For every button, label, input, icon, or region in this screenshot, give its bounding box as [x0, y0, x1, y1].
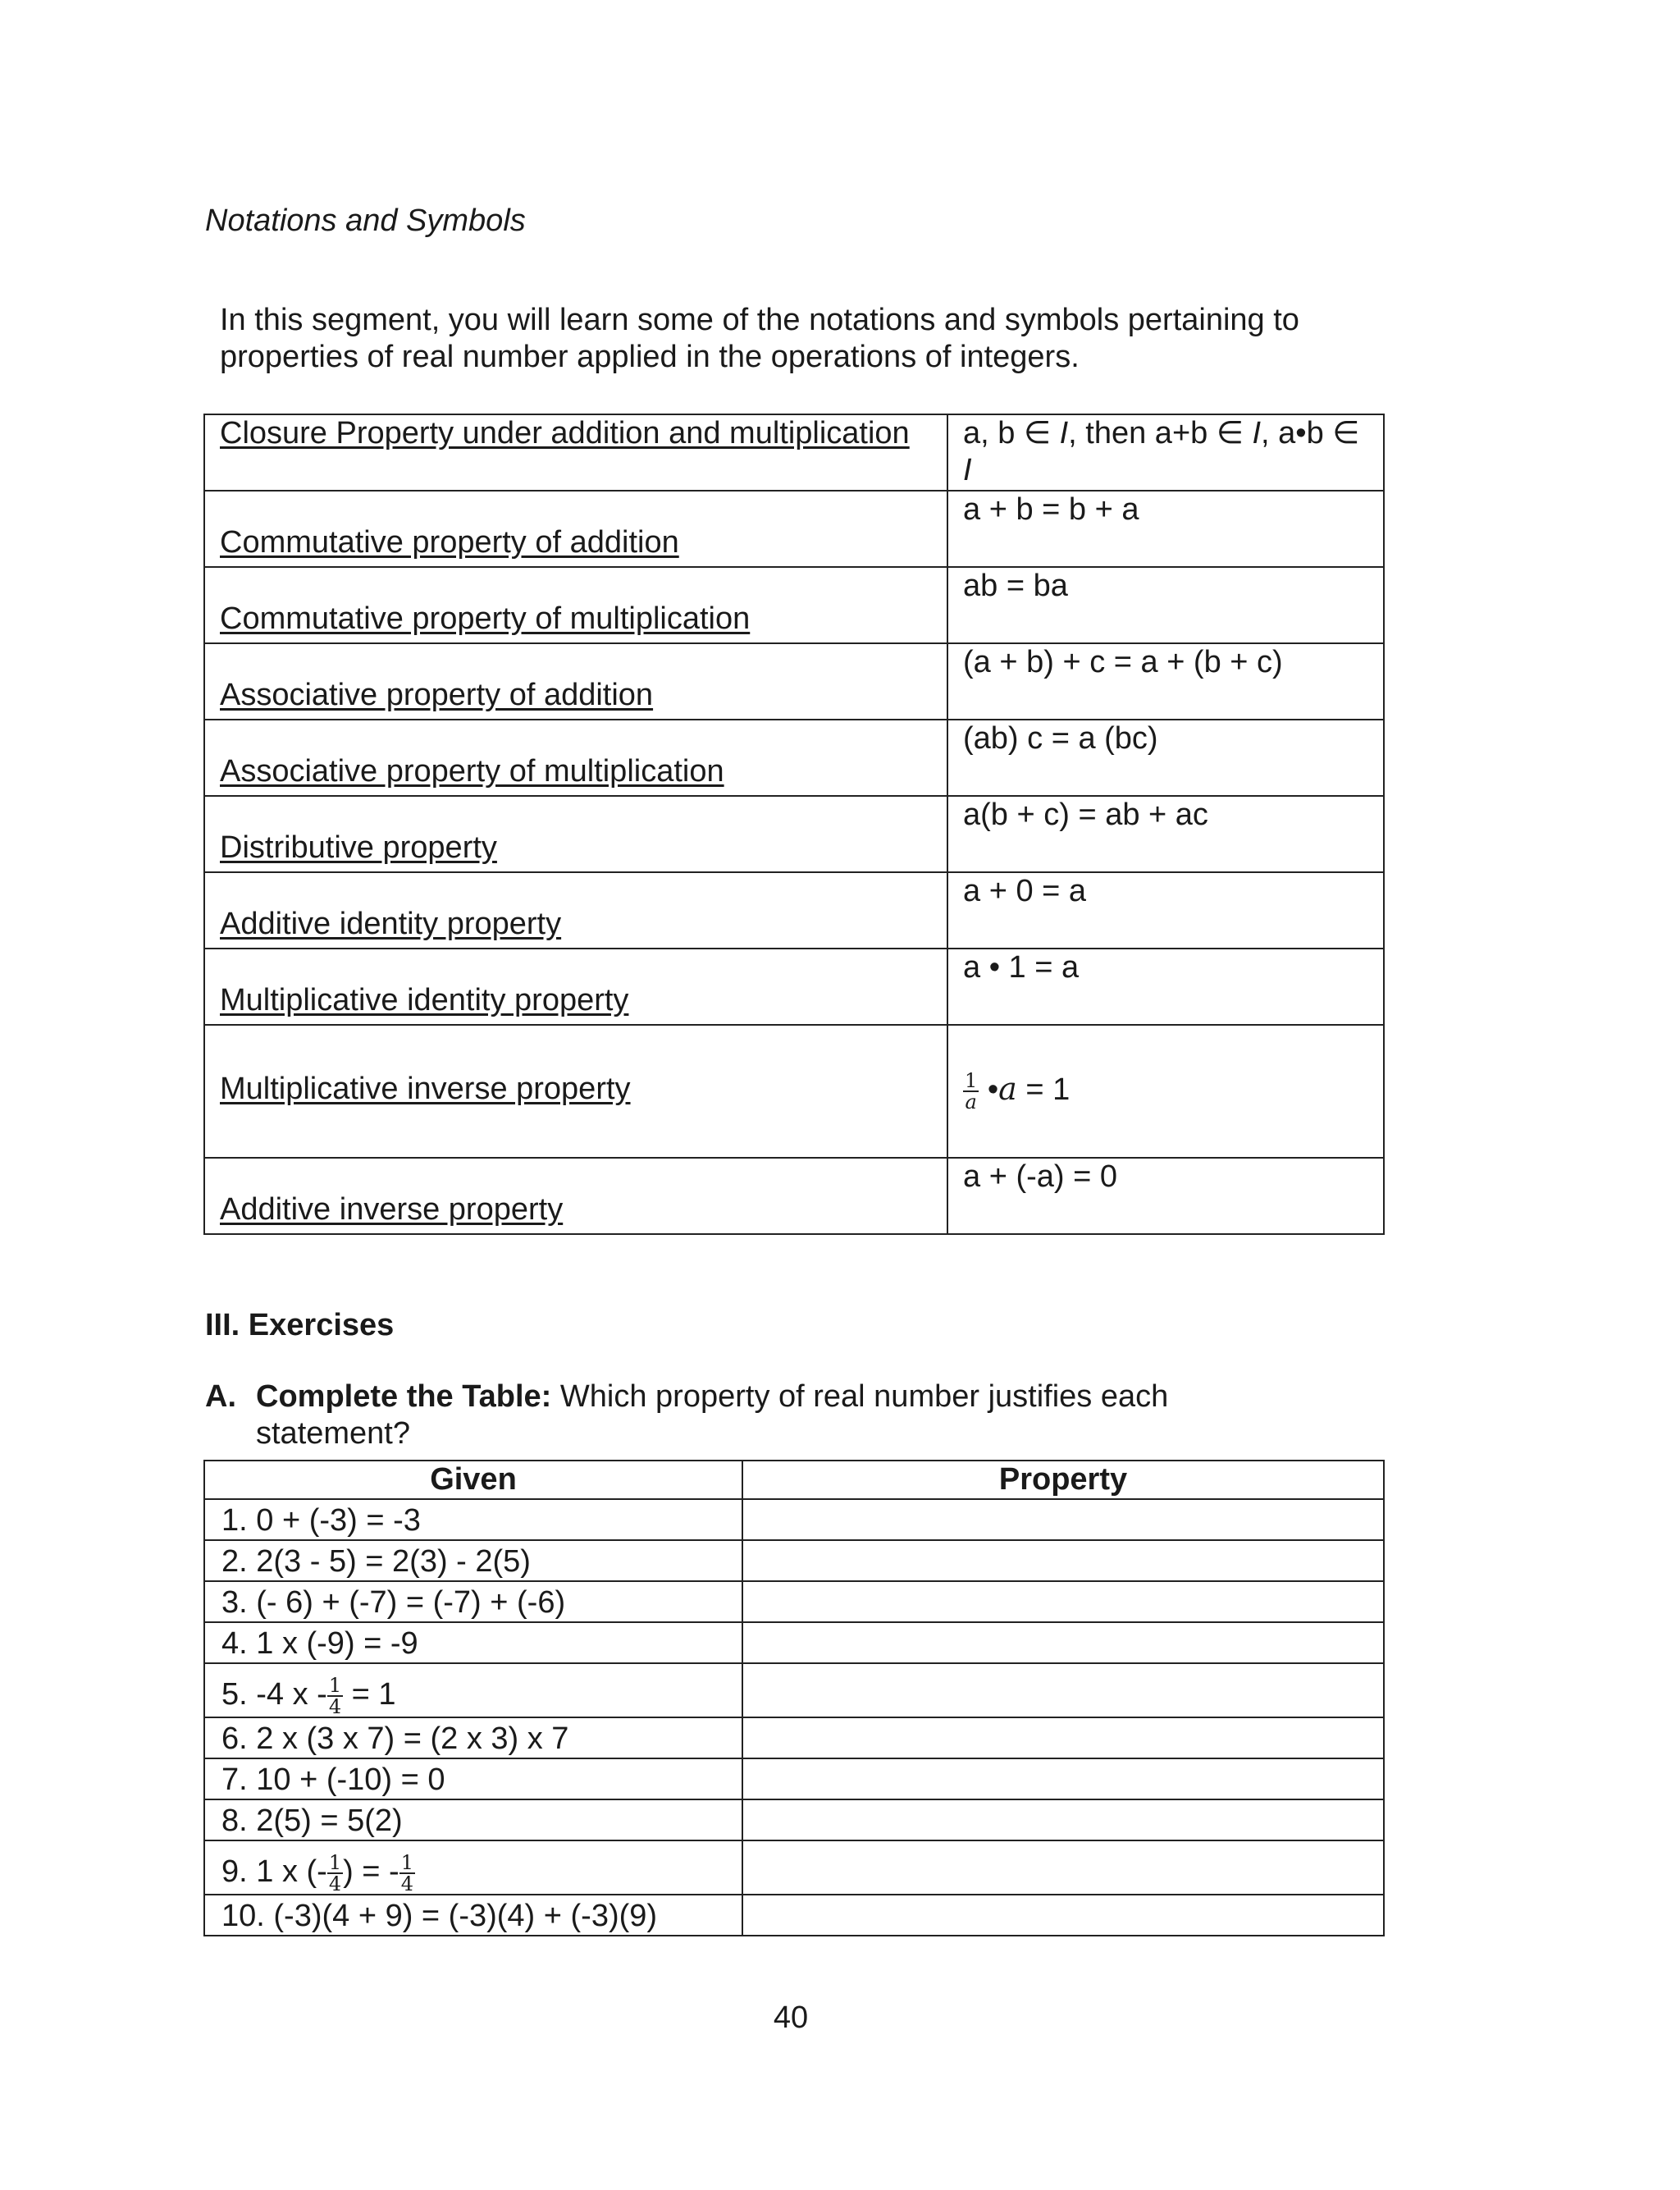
property-row — [204, 872, 1384, 949]
property-notation: a • 1 = a — [947, 949, 1384, 1025]
closure-text-1: a, b ∈ — [963, 416, 1060, 450]
property-name-cell — [204, 949, 947, 1025]
exercise-row — [204, 1499, 1384, 1540]
statement-text: 9. 1 x (- — [221, 1854, 327, 1890]
property-name: Multiplicative inverse property — [220, 1071, 631, 1106]
exercise-row — [204, 1622, 1384, 1663]
property-row — [204, 1158, 1384, 1234]
properties-table — [203, 414, 1385, 1235]
property-answer-cell[interactable] — [742, 1799, 1384, 1840]
property-row — [204, 949, 1384, 1025]
header-property: Property — [742, 1461, 1384, 1499]
given-statement: 10. (-3)(4 + 9) = (-3)(4) + (-3)(9) — [204, 1895, 742, 1936]
given-statement: 7. 10 + (-10) = 0 — [204, 1758, 742, 1799]
given-statement: 4. 1 x (-9) = -9 — [204, 1622, 742, 1663]
given-statement: 8. 2(5) = 5(2) — [204, 1799, 742, 1840]
property-row — [204, 491, 1384, 567]
dot-operator: • — [987, 1072, 999, 1108]
property-row — [204, 643, 1384, 720]
property-name-cell — [204, 872, 947, 949]
property-name: Associative property of addition — [220, 678, 654, 712]
property-row — [204, 720, 1384, 796]
property-name-cell — [204, 1025, 947, 1158]
given-statement — [204, 1663, 742, 1717]
property-notation: (a + b) + c = a + (b + c) — [947, 643, 1384, 720]
fraction-numerator: 1 — [328, 1851, 342, 1874]
exercise-row — [204, 1799, 1384, 1840]
property-name-cell — [204, 1158, 947, 1234]
property-notation: a + b = b + a — [947, 491, 1384, 567]
fraction-denominator: 4 — [328, 1872, 342, 1895]
property-name: Associative property of multiplication — [220, 754, 724, 789]
fraction-denominator: 4 — [328, 1695, 342, 1718]
exercise-header-row — [204, 1461, 1384, 1499]
task-letter: A. — [205, 1379, 236, 1414]
given-statement: 1. 0 + (-3) = -3 — [204, 1499, 742, 1540]
property-name-cell — [204, 567, 947, 643]
fraction-one-fourth — [327, 1676, 343, 1717]
section-title: Notations and Symbols — [205, 203, 526, 238]
task-text-line-2: statement? — [256, 1416, 410, 1451]
given-statement: 3. (- 6) + (-7) = (-7) + (-6) — [204, 1581, 742, 1622]
property-answer-cell[interactable] — [742, 1499, 1384, 1540]
property-name: Distributive property — [220, 830, 497, 865]
fraction-one-fourth — [327, 1853, 343, 1894]
property-name-cell — [204, 414, 947, 491]
property-answer-cell[interactable] — [742, 1581, 1384, 1622]
exercise-row — [204, 1758, 1384, 1799]
property-row — [204, 414, 1384, 491]
property-row — [204, 796, 1384, 872]
task-instructions — [205, 1378, 1271, 1452]
property-notation-cell — [947, 414, 1384, 491]
closure-integer-symbol-1: I — [1059, 416, 1069, 450]
property-notation: a + 0 = a — [947, 872, 1384, 949]
header-given: Given — [204, 1461, 742, 1499]
exercise-row — [204, 1717, 1384, 1758]
fraction-denominator — [963, 1092, 979, 1112]
property-row — [204, 567, 1384, 643]
property-name: Commutative property of multiplication — [220, 601, 751, 636]
property-name-cell — [204, 796, 947, 872]
exercise-row — [204, 1540, 1384, 1581]
fraction-numerator: 1 — [965, 1069, 978, 1092]
closure-integer-symbol-3: I — [963, 453, 972, 487]
property-answer-cell[interactable] — [742, 1895, 1384, 1936]
closure-text-2: , then a+b ∈ — [1068, 416, 1253, 450]
statement-text: 5. -4 x - — [221, 1677, 327, 1712]
exercise-table — [203, 1460, 1385, 1936]
closure-text-3: , a•b ∈ — [1261, 416, 1360, 450]
property-name: Additive inverse property — [220, 1192, 564, 1227]
exercise-row — [204, 1840, 1384, 1895]
given-statement: 6. 2 x (3 x 7) = (2 x 3) x 7 — [204, 1717, 742, 1758]
given-statement: 2. 2(3 - 5) = 2(3) - 2(5) — [204, 1540, 742, 1581]
task-text-line-1: Which property of real number justifies each — [559, 1379, 1169, 1414]
property-answer-cell[interactable] — [742, 1663, 1384, 1717]
fraction-numerator: 1 — [328, 1674, 342, 1697]
equals-one: = 1 — [1025, 1072, 1071, 1108]
property-answer-cell[interactable] — [742, 1840, 1384, 1895]
property-notation: a + (-a) = 0 — [947, 1158, 1384, 1234]
exercises-heading: III. Exercises — [205, 1308, 395, 1342]
property-notation-cell — [947, 1025, 1384, 1158]
page-number: 40 — [773, 2000, 809, 2035]
property-notation: ab = ba — [947, 567, 1384, 643]
property-answer-cell[interactable] — [742, 1717, 1384, 1758]
property-name: Additive identity property — [220, 907, 562, 941]
fraction-denominator-var: a — [965, 1090, 977, 1113]
exercise-row — [204, 1581, 1384, 1622]
exercise-row — [204, 1663, 1384, 1717]
fraction-denominator: 4 — [400, 1872, 413, 1895]
statement-text: = 1 — [343, 1677, 396, 1712]
property-answer-cell[interactable] — [742, 1758, 1384, 1799]
variable-a: a — [998, 1071, 1017, 1108]
statement-text: ) = - — [343, 1854, 399, 1890]
fraction-one-fourth — [399, 1853, 415, 1894]
property-name: Commutative property of addition — [220, 525, 679, 560]
property-answer-cell[interactable] — [742, 1622, 1384, 1663]
fraction-one-over-a — [963, 1071, 979, 1112]
property-answer-cell[interactable] — [742, 1540, 1384, 1581]
exercise-row — [204, 1895, 1384, 1936]
intro-paragraph: In this segment, you will learn some of the notations and symbols pertaining to properties of real number applied in the operations of integers. — [220, 303, 1299, 374]
property-notation: (ab) c = a (bc) — [947, 720, 1384, 796]
property-row — [204, 1025, 1384, 1158]
property-notation: a(b + c) = ab + ac — [947, 796, 1384, 872]
property-name-cell — [204, 720, 947, 796]
property-name-cell — [204, 643, 947, 720]
given-statement — [204, 1840, 742, 1895]
property-name-cell — [204, 491, 947, 567]
property-name: Multiplicative identity property — [220, 983, 629, 1017]
closure-integer-symbol-2: I — [1252, 416, 1262, 450]
fraction-numerator: 1 — [400, 1851, 413, 1874]
task-label: Complete the Table: — [256, 1379, 552, 1414]
property-name: Closure Property under addition and multiplication — [220, 416, 910, 450]
